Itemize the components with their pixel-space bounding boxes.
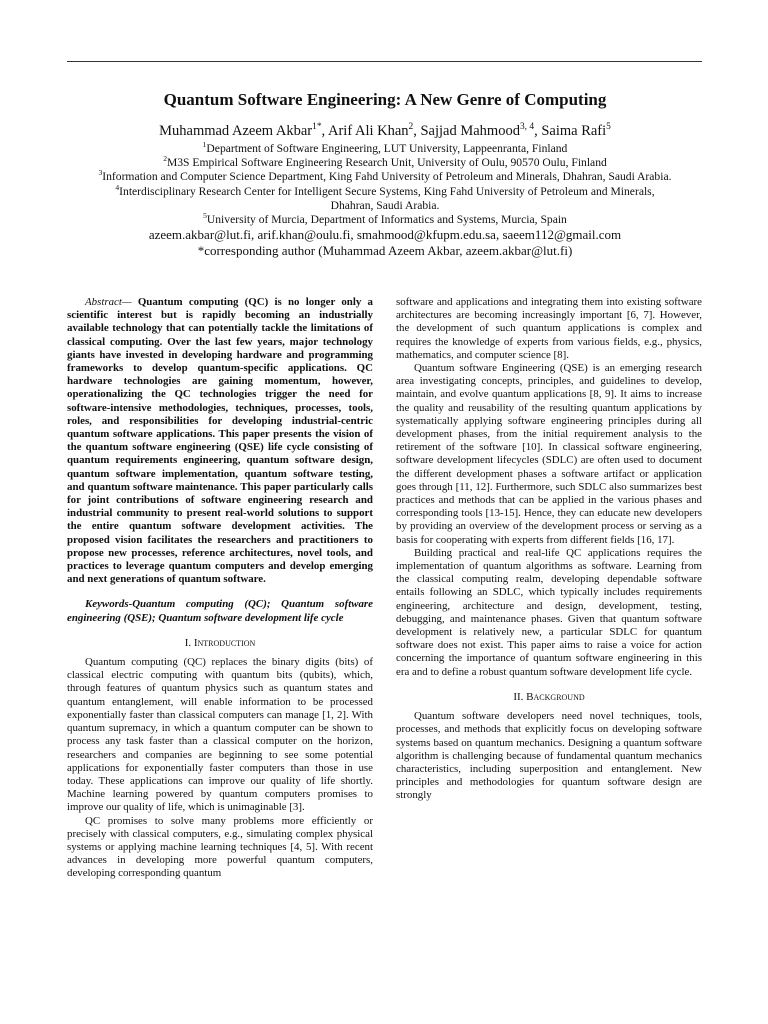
aff-text: Interdisciplinary Research Center for Intelligent Secure Systems, King Fahd University of Petroleum and Minerals, Dhahran, Saudi Arabia. (119, 184, 655, 212)
author-sup: 2 (408, 122, 414, 133)
paragraph: Quantum computing (QC) replaces the binary digits (bits) of classical electric computing with quantum bits (qubits), which, through features of quantum physics such as quantum states and quantum entanglement, will enable information to be processed exponentially faster than classical computers can manage [1, 2]. With quantum supremacy, in which a quantum computer can be shown to process any task faster than a classical computer on the horizon, researchers and companies are beginning to see some potential applications for exponentially faster computers than those in use today. These applications can improve our quality of life shortly. Machine learning powered by quantum computers promises to improve our quality of life, which is unimaginable [3]. (67, 656, 373, 814)
paragraph: QC promises to solve many problems more efficiently or precisely with classical computers, e.g., simulating complex physical systems or applying machine learning techniques [4, 5]. With recent advances in developing more powerful quantum computers, developing corresponding quantum (67, 814, 373, 880)
left-column (67, 296, 373, 881)
email-list: azeem.akbar@lut.fi, arif.khan@oulu.fi, smahmood@kfupm.edu.sa, saeem112@gmail.com (148, 227, 622, 243)
paper-title: Quantum Software Engineering: A New Genre of Computing (163, 90, 607, 109)
aff-text: University of Murcia, Department of Informatics and Systems, Murcia, Spain (206, 213, 567, 227)
section-heading: II. Background (513, 690, 585, 703)
author-name: Sajjad Mahmood (420, 123, 520, 139)
paragraph: software and applications and integrating them into existing software architectures are becoming increasingly important [6, 7]. However, the development of such quantum applications is complex and requires the knowledge of experts from various fields, e.g., physics, mathematics, and computer science [8]. (396, 296, 702, 361)
affiliation (60, 156, 710, 170)
aff-sup: 4 (115, 182, 120, 192)
author-list: Muhammad Azeem Akbar$^{1*}$, Arif Ali Khan$^2$, Sajjad Mahmood$^{3, 4}$, Saima Rafi$^5$ (159, 122, 611, 139)
abstract (67, 296, 373, 586)
abstract-label: Abstract— (85, 296, 132, 308)
aff-sup: 5 (203, 211, 207, 221)
aff-sup: 2 (163, 154, 167, 164)
paper-header (60, 90, 710, 259)
affiliation (60, 170, 710, 184)
aff-text: Department of Software Engineering, LUT University, Lappeenranta, Finland (206, 142, 568, 155)
aff-text: Information and Computer Science Department, King Fahd University of Petroleum and Minerals, Dhahran, Saudi Arabia. (102, 170, 672, 184)
author-sup: 1* (312, 122, 322, 133)
author-name: Saima Rafi (541, 123, 607, 139)
corresponding-author: *corresponding author (Muhammad Azeem Akbar, azeem.akbar@lut.fi) (197, 243, 573, 259)
author-sup: 5 (606, 122, 611, 133)
paragraph: Building practical and real-life QC applications requires the implementation of quantum algorithms as software. Learning from the classical computing realm, developing dependable software entails following an SDLC, which typically includes requirements engineering, architecture and design, development, testing, debugging, and maintenance phases. Given that quantum software development is relatively new, a particular SDLC for quantum software does not exist. This paper aims to raise a voice for action concerning the importance of quantum software engineering in this era and to define a robust quantum software development life cycle. (396, 546, 702, 678)
paragraph: Quantum software Engineering (QSE) is an emerging research area investigating concepts, principles, and guidelines to develop, maintain, and evolve quantum applications [8, 9]. It aims to increase the quality and reusability of the resulting quantum applications by systematically applying software engineering principles during all development phases, from the initial requirement analysis to the retirement of the software [10]. In classical software engineering, software development lifecycles (SDLC) are often used to document the different development phases a software artifact or application goes through [11, 12]. Furthermore, such SDLC also summarizes best practices and methods that can be applied in the various phases and corresponding tools [13-15]. Hence, they can educate new developers by providing an overview of the development process or serving as a basis for cooperating with experts from different fields [16, 17]. (396, 362, 702, 546)
affiliation (60, 182, 710, 213)
aff-sup: 3 (98, 168, 103, 178)
abstract-body: Quantum computing (QC) is no longer only a scientific interest but is rapidly becoming an industrially available technology that can potentially tackle the limitations of classical computing. Over the last few years, major technology giants have invested in developing hardware and programming frameworks to develop quantum-specific applications. QC hardware technologies are gaining momentum, however, operationalizing the QC technologies trigger the need for software-intensive methodologies, techniques, processes, tools, roles, and responsibilities for developing industrial-centric quantum software applications. This paper presents the vision of the quantum software engineering (QSE) life cycle consisting of quantum requirements engineering, quantum software design, quantum software implementation, quantum software testing, and quantum software maintenance. This paper particularly calls for joint contributions of software engineering research and industrial community to present real-world solutions to support the entire quantum software development activities. The proposed vision facilitates the researchers and practitioners to propose new processes, reference architectures, novel tools, and practices to leverage quantum computers and develop emerging and next generations of quantum software. (67, 296, 373, 586)
section-heading: I. Introduction (184, 636, 256, 649)
keywords: Keywords-Quantum computing (QC); Quantum software engineering (QSE); Quantum software development life cycle (67, 598, 373, 624)
right-column (396, 296, 702, 803)
aff-sup: 1 (202, 140, 207, 150)
author-sup: 3, 4 (519, 122, 535, 133)
aff-text: M3S Empirical Software Engineering Research Unit, University of Oulu, 90570 Oulu, Finland (166, 156, 607, 170)
top-rule (67, 61, 702, 62)
author-name: Muhammad Azeem Akbar (159, 123, 313, 139)
affiliation (60, 213, 710, 227)
paragraph: Quantum software developers need novel techniques, tools, processes, and methods that explicitly focus on developing software systems based on quantum mechanics. Designing a quantum software algorithm is challenging because of fundamental quantum mechanics characteristics, including superposition and entanglement. New principles and methodologies for quantum software design are strongly (396, 710, 702, 802)
affiliation (60, 142, 710, 156)
author-name: Arif Ali Khan (327, 123, 409, 139)
